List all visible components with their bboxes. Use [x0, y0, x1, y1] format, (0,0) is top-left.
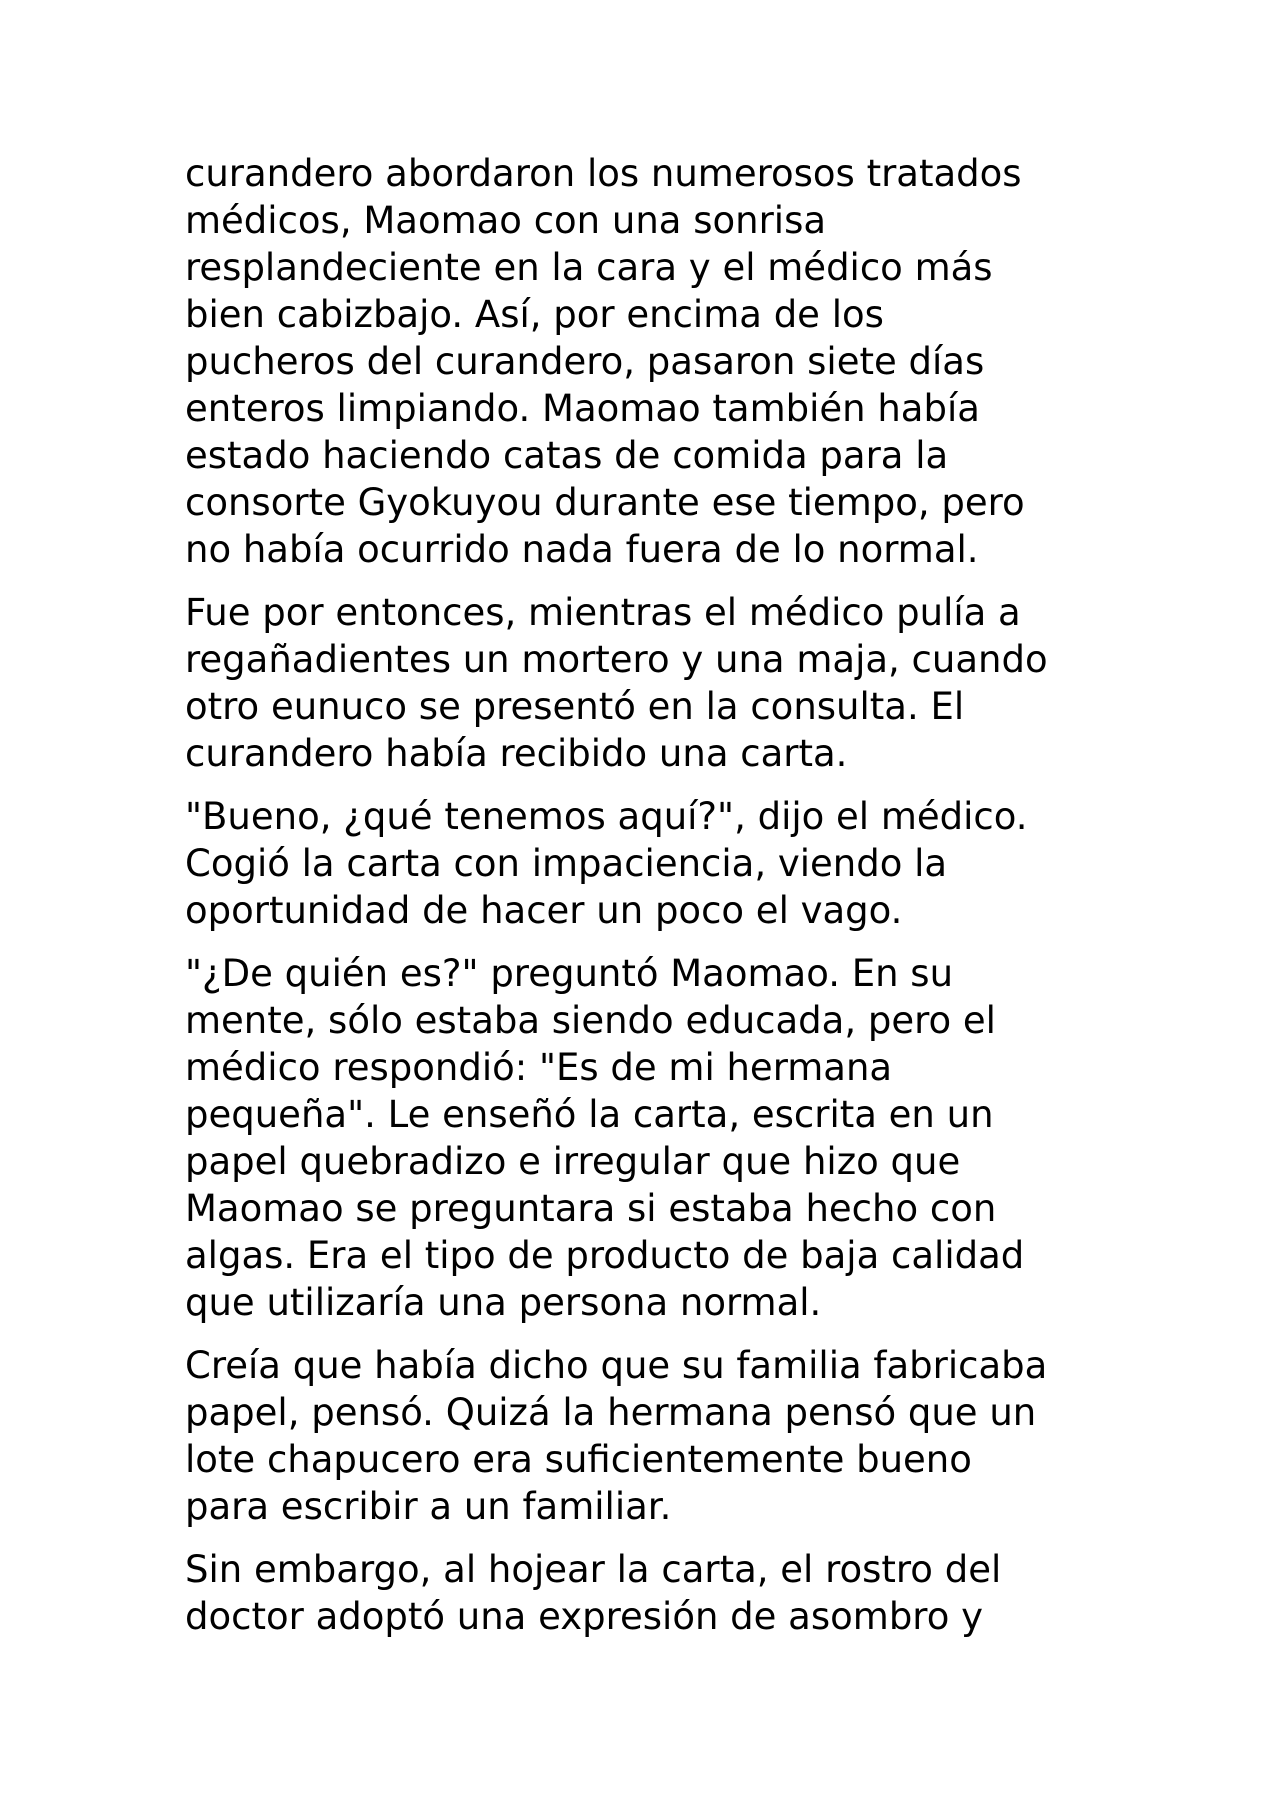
- text-line: algas. Era el tipo de producto de baja calidad: [185, 1234, 1025, 1277]
- text-line: consorte Gyokuyou durante ese tiempo, pero: [185, 481, 1025, 524]
- text-line: para escribir a un familiar.: [185, 1485, 672, 1528]
- text-line: "Bueno, ¿qué tenemos aquí?", dijo el médico.: [185, 795, 1028, 838]
- text-line: enteros limpiando. Maomao también había: [185, 387, 980, 430]
- text-line: pequeña". Le enseñó la carta, escrita en un: [185, 1093, 994, 1136]
- text-line: doctor adoptó una expresión de asombro y: [185, 1595, 983, 1638]
- paragraph-6: [185, 1546, 1105, 1640]
- text-line: "¿De quién es?" preguntó Maomao. En su: [185, 952, 954, 995]
- text-line: regañadientes un mortero y una maja, cuando: [185, 638, 1048, 681]
- text-line: Maomao se preguntara si estaba hecho con: [185, 1187, 997, 1230]
- text-line: que utilizaría una persona normal.: [185, 1281, 822, 1324]
- text-line: estado haciendo catas de comida para la: [185, 434, 949, 477]
- text-line: curandero abordaron los numerosos tratados: [185, 152, 1022, 195]
- paragraph-5: [185, 1342, 1105, 1530]
- text-line: médico respondió: "Es de mi hermana: [185, 1046, 893, 1089]
- text-line: papel quebradizo e irregular que hizo que: [185, 1140, 961, 1183]
- text-line: lote chapucero era suficientemente bueno: [185, 1438, 972, 1481]
- text-line: Fue por entonces, mientras el médico pulía a: [185, 591, 1021, 634]
- paragraph-1: [185, 150, 1105, 573]
- text-line: oportunidad de hacer un poco el vago.: [185, 889, 903, 932]
- text-line: Cogió la carta con impaciencia, viendo la: [185, 842, 948, 885]
- text-line: médicos, Maomao con una sonrisa: [185, 199, 827, 242]
- paragraph-3: [185, 793, 1105, 934]
- text-line: no había ocurrido nada fuera de lo normal.: [185, 528, 979, 571]
- text-line: bien cabizbajo. Así, por encima de los: [185, 293, 884, 336]
- text-line: papel, pensó. Quizá la hermana pensó que un: [185, 1391, 1037, 1434]
- text-line: otro eunuco se presentó en la consulta. El: [185, 685, 965, 728]
- text-line: mente, sólo estaba siendo educada, pero el: [185, 999, 996, 1042]
- paragraph-2: [185, 589, 1105, 777]
- text-line: curandero había recibido una carta.: [185, 732, 848, 775]
- text-line: Sin embargo, al hojear la carta, el rostro del: [185, 1548, 1002, 1591]
- document-page: [185, 150, 1105, 1656]
- paragraph-4: [185, 950, 1105, 1326]
- text-line: Creía que había dicho que su familia fabricaba: [185, 1344, 1048, 1387]
- text-line: resplandeciente en la cara y el médico más: [185, 246, 993, 289]
- text-line: pucheros del curandero, pasaron siete días: [185, 340, 985, 383]
